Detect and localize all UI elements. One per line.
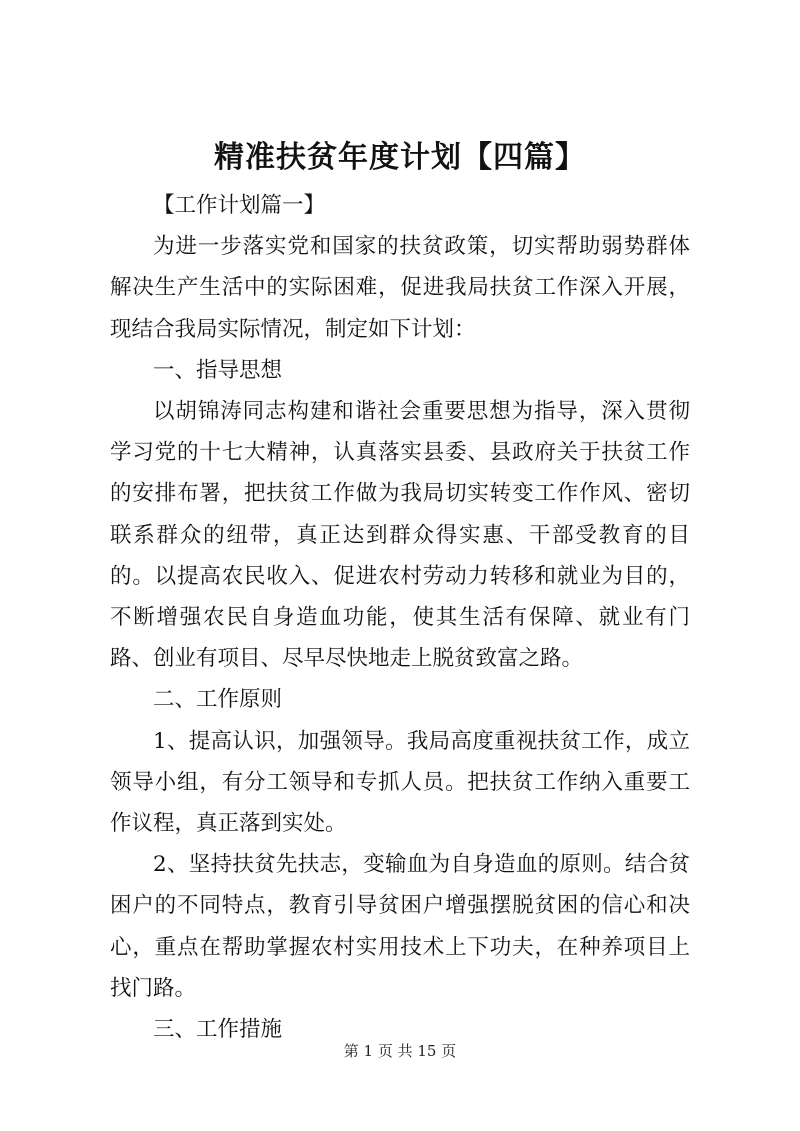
section-heading-plan-one: 【工作计划篇一】 [153,193,326,218]
principle-two-paragraph: 2、坚持扶贫先扶志，变输血为自身造血的原则。结合贫困户的不同特点，教育引导贫困户增强摆脱贫困的信心和决心，重点在帮助掌握农村实用技术上下功夫，在种养项目上找门路。 [110,852,690,1001]
section-heading-guiding-thought: 一、指导思想 [153,357,283,383]
principle-one-paragraph: 1、提高认识，加强领导。我局高度重视扶贫工作，成立领导小组，有分工领导和专抓人员。把扶贫工作纳入重要工作议程，真正落到实处。 [110,728,690,837]
intro-paragraph: 为进一步落实党和国家的扶贫政策，切实帮助弱势群体解决生产生活中的实际困难，促进我局扶贫工作深入开展，现结合我局实际情况，制定如下计划： [110,234,690,342]
document-title: 精准扶贫年度计划【四篇】 [214,140,586,175]
document-body [110,185,690,1050]
page-footer: 第 1 页 共 15 页 [343,1042,457,1060]
section-heading-work-measures: 三、工作措施 [153,1017,283,1043]
section-heading-work-principles: 二、工作原则 [153,687,283,713]
guiding-thought-paragraph: 以胡锦涛同志构建和谐社会重要思想为指导，深入贯彻学习党的十七大精神，认真落实县委、县政府关于扶贫工作的安排布署，把扶贫工作做为我局切实转变工作作风、密切联系群众的纽带，真正达到群众得实惠、干部受教育的目的。以提高农民收入、促进农村劳动力转移和就业为目的，不断增强农民自身造血功能，使其生活有保障、就业有门路、创业有项目、尽早尽快地走上脱贫致富之路。 [110,399,690,672]
